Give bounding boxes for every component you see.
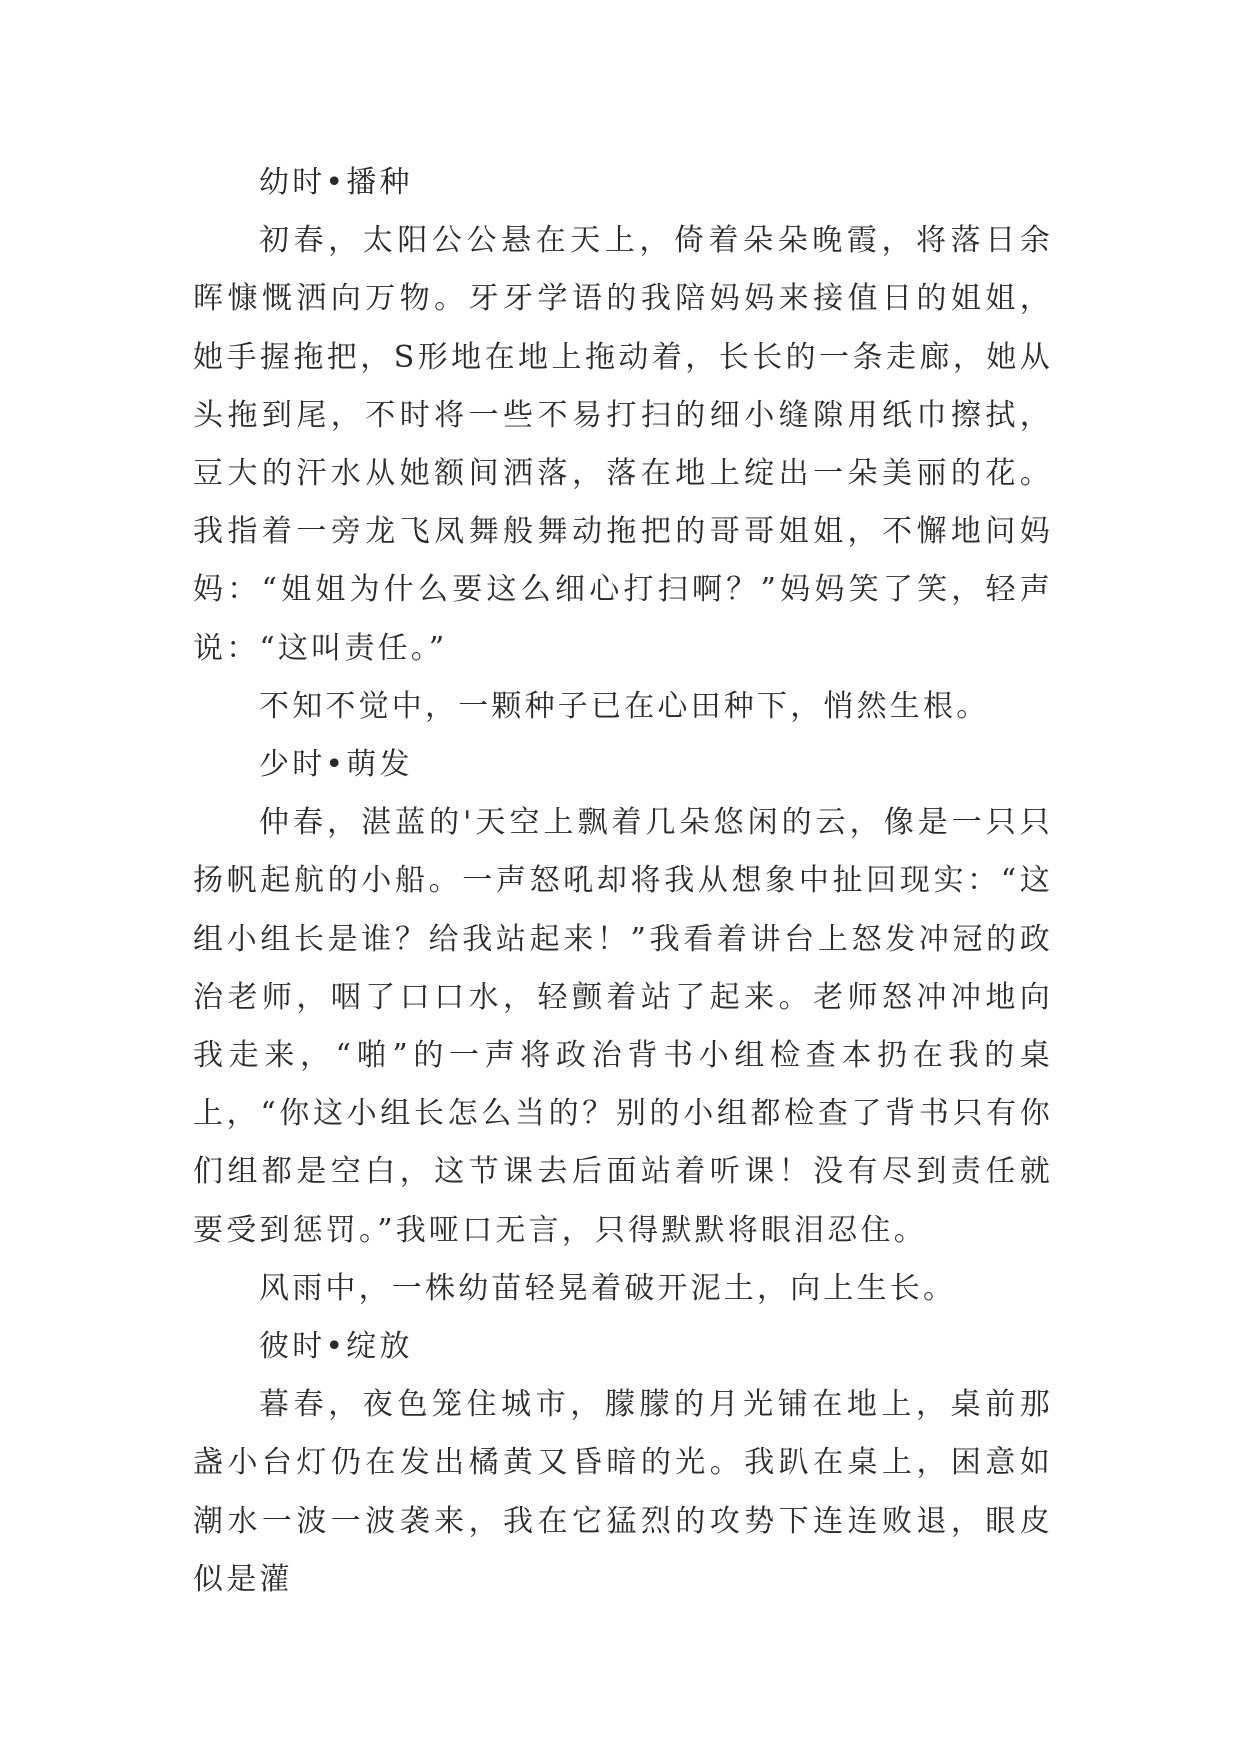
paragraph: 仲春，湛蓝的'天空上飘着几朵悠闲的云，像是一只只扬帆起航的小船。一声怒吼却将我从想象中扯回现实：“这组小组长是谁？给我站起来！”我看着讲台上怒发冲冠的政治老师，咽了口口水，轻颤着站了起来。老师怒冲冲地向我走来，“啪”的一声将政治背书小组检查本扔在我的桌上，“你这小组长怎么当的？别的小组都检查了背书只有你们组都是空白，这节课去后面站着听课！没有尽到责任就要受到惩罚。”我哑口无言，只得默默将眼泪忍住。 (193, 805, 1053, 1248)
paragraph: 不知不觉中，一颗种子已在心田种下，悄然生根。 (259, 688, 990, 724)
paragraph: 初春，太阳公公悬在天上，倚着朵朵晚霞，将落日余晖慷慨洒向万物。牙牙学语的我陪妈妈来接值日的姐姐，她手握拖把，S形地在地上拖动着，长长的一条走廊，她从头拖到尾，不时将一些不易打扫的细小缝隙用纸巾擦拭，豆大的汗水从她额间洒落，落在地上绽出一朵美丽的花。我指着一旁龙飞凤舞般舞动拖把的哥哥姐姐，不懈地问妈妈：“姐姐为什么要这么细心打扫啊？”妈妈笑了笑，轻声说：“这叫责任。” (193, 223, 1053, 666)
essay-body (193, 154, 1053, 1609)
paragraph: 风雨中，一株幼苗轻晃着破开泥土，向上生长。 (259, 1270, 957, 1306)
section-heading-childhood: 幼时•播种 (259, 165, 413, 200)
paragraph: 暮春，夜色笼住城市，朦朦的月光铺在地上，桌前那盏小台灯仍在发出橘黄又昏暗的光。我趴在桌上，困意如潮水一波一波袭来，我在它猛烈的攻势下连连败退，眼皮似是灌 (193, 1387, 1053, 1597)
section-heading-bloom: 彼时•绽放 (259, 1329, 413, 1365)
section-heading-youth: 少时•萌发 (259, 747, 413, 783)
